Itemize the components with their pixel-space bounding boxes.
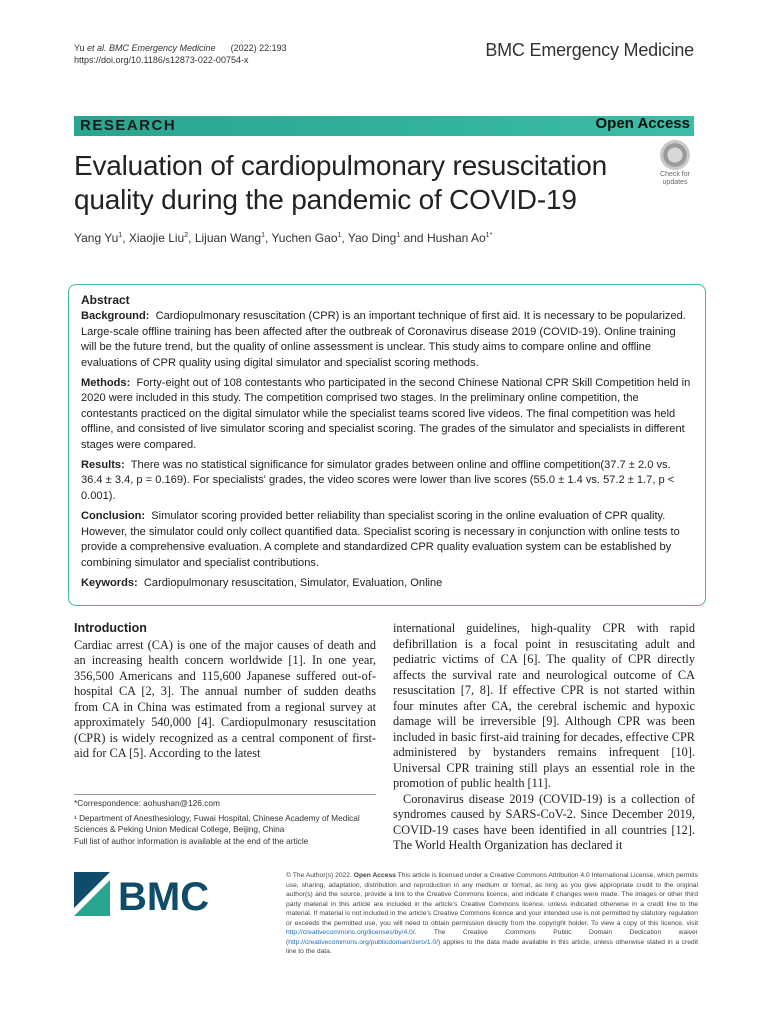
check-updates-icon: [660, 140, 690, 170]
abstract-results: [81, 458, 693, 504]
author-name[interactable]: Xiaojie Liu: [128, 231, 185, 245]
abstract-conclusion: [81, 509, 693, 571]
author-affiliation-sup: 1: [396, 232, 401, 239]
background-text: Cardiopulmonary resuscitation (CPR) is an important technique of first aid. It is necessary to be popularized. Large-scale offline training has been affected after the outbreak of Coronavirus disease 2019 (COVID-19). Online training will be the future trend, but the quality of online assessment is unclear. This study aims to compare online and offline evaluations of CPR quality using digital simulator and specialist scoring methods.: [81, 310, 686, 369]
abstract-heading: Abstract: [81, 293, 130, 307]
affiliation-note: ¹ Department of Anesthesiology, Fuwai Hospital, Chinese Academy of Medical Sciences & Peking Union Medical College, Beijing, China: [74, 812, 360, 834]
author-name[interactable]: Yao Ding: [347, 231, 397, 245]
check-updates-line2: updates: [662, 179, 688, 186]
author-info-note: Full list of author information is available at the end of the article: [74, 835, 309, 846]
intro-paragraph-1: Cardiac arrest (CA) is one of the major causes of death and an increasing health concern worldwide [1]. In one year, 356,500 Americans and 115,600 Japanese suffered out-of-hospital CA [2, 3]. The annual number of sudden deaths from CA in China was estimated from a regional survey at approximately 540,000 [4]. Cardiopulmonary resuscitation (CPR) is widely recognized as a central component of first-aid for CA [5]. According to the latest: [74, 637, 376, 760]
citation-journal: et al. BMC Emergency Medicine: [87, 43, 216, 53]
author-separator: ,: [188, 231, 195, 245]
open-access-label: Open Access: [595, 115, 690, 132]
journal-name: BMC Emergency Medicine: [485, 40, 694, 60]
author-affiliation-sup: 2: [184, 232, 189, 239]
methods-text: Forty-eight out of 108 contestants who participated in the second Chinese National CPR Skill Competition held in 2020 were included in this study. The competition comprised two stages. In the preliminary online competition, the contestants practiced on the digital simulator while the specialist teams scored live videos. The final competition was held offline, and consisted of live simulator scoring and specialist scoring. The grades of the simulator and specialists in different stages were compared.: [81, 377, 691, 451]
bmc-logo: [74, 872, 214, 916]
check-updates-text: [654, 171, 696, 187]
results-text: There was no statistical significance for simulator grades between online and offline competition(37.7 ± 2.0 vs. 36.4 ± 3.4, p = 0.169). For specialists' grades, the video scores were lower than live scores (55.0 ± 1.4 vs. 57.2 ± 1.7, p < 0.001).: [81, 459, 675, 502]
check-updates-line1: Check for: [660, 171, 690, 178]
license-link-cc-by[interactable]: http://creativecommons.org/licenses/by/4.0/: [286, 929, 415, 936]
body-column-left: [74, 621, 376, 762]
intro-paragraph-2: international guidelines, high-quality CPR with rapid defibrillation is a focal point in resuscitating adult and pediatric victims of CA [6]. The quality of CPR directly affects the survival rate and neurological outcome of CA resuscitation [7, 8]. If effective CPR is not started within four minutes after CA, the cerebral ischemic and hypoxic damage will be irreversible [9]. Although CPR was been included in basic first-aid training for decades, effective CPR administered by bystanders remains infrequent [10]. Universal CPR training still plays an essential role in the promotion of public health [11].: [393, 621, 695, 790]
citation-issue: (2022) 22:193: [230, 43, 287, 53]
footnotes: [74, 798, 376, 850]
section-label: RESEARCH: [80, 117, 177, 134]
correspondence-note: *Correspondence: aohushan@126.com: [74, 798, 220, 808]
author-separator: and: [400, 231, 427, 245]
keywords-label: Keywords:: [81, 576, 138, 589]
article-title: [74, 149, 654, 217]
abstract-background: [81, 309, 693, 371]
body-column-right: [393, 621, 695, 854]
author-affiliation-sup: 1: [261, 232, 265, 239]
abstract-box: [68, 284, 706, 606]
methods-label: Methods:: [81, 377, 131, 390]
license-tail: ) applies to the data made available in this article, unless otherwise stated in a credit line to the data.: [286, 938, 698, 955]
author-separator: ,: [264, 231, 272, 245]
author-affiliation-sup: 1*: [485, 232, 493, 239]
doi-link[interactable]: https://doi.org/10.1186/s12873-022-00754-x: [74, 55, 249, 65]
running-header: [74, 42, 287, 66]
author-list: [74, 231, 492, 245]
license-oa: Open Access: [353, 872, 396, 879]
introduction-heading: Introduction: [74, 621, 147, 635]
check-for-updates-badge[interactable]: [654, 140, 696, 186]
author-affiliation-sup: 1: [337, 232, 342, 239]
author-separator: ,: [341, 231, 348, 245]
intro-paragraph-3: Coronavirus disease 2019 (COVID-19) is a collection of syndromes caused by SARS-CoV-2. Since December 2019, COVID-19 cases have been identified in all countries [12]. The World Health Organization has declared it: [393, 791, 695, 852]
logo-text: BMC: [118, 875, 210, 916]
license-lead: © The Author(s) 2022.: [286, 872, 354, 879]
author-name[interactable]: Lijuan Wang: [194, 231, 262, 245]
license-body: This article is licensed under a Creative Commons Attribution 4.0 International License, which permits use, sharing, adaptation, distribution and reproduction in any medium or format, as long as you give appropriate credit to the original author(s) and the source, provide a link to the Creative Commons licence, and indicate if changes were made. The images or other third party material in this article are included in the article's Creative Commons licence, unless indicated otherwise in a credit line to the material. If material is not included in the article's Creative Commons licence and your intended use is not permitted by statutory regulation or exceeds the permitted use, you will need to obtain permission directly from the copyright holder. To view a copy of this licence, visit: [286, 872, 698, 927]
conclusion-text: Simulator scoring provided better reliability than specialist scoring in the online evaluation of CPR quality. However, the simulator could only collect quantified data. Specialist scoring is necessary in conjunction with online tests to provide a comprehensive evaluation. A complete and standardized CPR quality evaluation system can be established by combining simulator and specialist contributions.: [81, 510, 680, 569]
citation-authors: Yu: [74, 43, 88, 53]
author-name[interactable]: Hushan Ao: [426, 231, 486, 245]
title-line-2: quality during the pandemic of COVID-19: [74, 184, 577, 215]
abstract-methods: [81, 376, 693, 453]
author-name[interactable]: Yuchen Gao: [271, 231, 338, 245]
author-separator: ,: [122, 231, 129, 245]
license-text: [286, 871, 698, 957]
keywords-text: Cardiopulmonary resuscitation, Simulator, Evaluation, Online: [143, 576, 443, 589]
license-link-cc-zero[interactable]: http://creativecommons.org/publicdomain/zero/1.0/: [288, 938, 439, 946]
results-label: Results:: [81, 459, 125, 472]
background-label: Background:: [81, 310, 150, 323]
title-line-1: Evaluation of cardiopulmonary resuscitation: [74, 150, 608, 181]
license-mid: . The Creative Commons Public Domain Dedication waiver (: [286, 929, 698, 946]
conclusion-label: Conclusion:: [81, 510, 146, 523]
author-name[interactable]: Yang Yu: [74, 231, 119, 245]
author-affiliation-sup: 1: [118, 232, 123, 239]
footnote-divider: [74, 794, 376, 795]
abstract-keywords: [81, 576, 693, 591]
